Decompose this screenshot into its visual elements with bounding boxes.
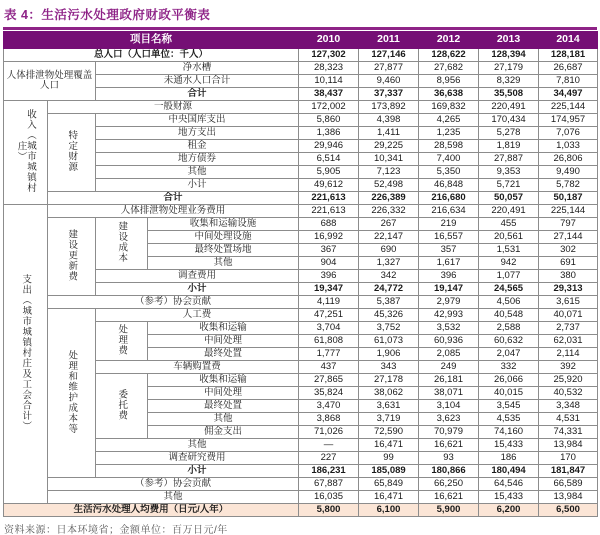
value-cell: 216,680: [419, 192, 479, 205]
value-cell: 2,737: [539, 322, 598, 335]
value-cell: 127,146: [359, 49, 419, 62]
row-label: 人体排泄物处理业务费用: [48, 205, 299, 218]
value-cell: 27,877: [359, 62, 419, 75]
value-cell: 62,031: [539, 335, 598, 348]
row-label: [48, 218, 96, 296]
vertical-row-label: 建设成本: [116, 221, 128, 264]
value-cell: 1,386: [299, 127, 359, 140]
value-cell: 4,535: [479, 413, 539, 426]
row-label: 中央国库支出: [96, 114, 299, 127]
value-cell: 28,598: [419, 140, 479, 153]
vertical-row-label: 处理费: [116, 323, 128, 356]
value-cell: 36,638: [419, 88, 479, 101]
value-cell: 302: [539, 244, 598, 257]
value-cell: 4,265: [419, 114, 479, 127]
value-cell: 3,470: [299, 400, 359, 413]
value-cell: 3,545: [479, 400, 539, 413]
row-label: 合计: [96, 88, 299, 101]
value-cell: 186: [479, 452, 539, 465]
value-cell: 691: [539, 257, 598, 270]
value-cell: 1,033: [539, 140, 598, 153]
row-label: [4, 205, 48, 504]
value-cell: 27,682: [419, 62, 479, 75]
value-cell: 9,460: [359, 75, 419, 88]
value-cell: 3,104: [419, 400, 479, 413]
row-label: 其他: [148, 257, 299, 270]
row-label: 中间处理: [148, 335, 299, 348]
value-cell: 67,887: [299, 478, 359, 491]
value-cell: 27,144: [539, 231, 598, 244]
value-cell: 904: [299, 257, 359, 270]
table-row: [4, 49, 598, 62]
value-cell: 26,806: [539, 153, 598, 166]
value-cell: 45,326: [359, 309, 419, 322]
value-cell: 9,353: [479, 166, 539, 179]
row-label: 中间处理: [148, 387, 299, 400]
table-row: [4, 296, 598, 309]
value-cell: 367: [299, 244, 359, 257]
value-cell: 3,752: [359, 322, 419, 335]
row-label: （参考）协会贡献: [48, 296, 299, 309]
row-label: [96, 322, 148, 361]
value-cell: 6,514: [299, 153, 359, 166]
value-cell: 4,119: [299, 296, 359, 309]
value-cell: 16,621: [419, 439, 479, 452]
value-cell: 4,531: [539, 413, 598, 426]
value-cell: 40,071: [539, 309, 598, 322]
value-cell: 50,187: [539, 192, 598, 205]
value-cell: 942: [479, 257, 539, 270]
value-cell: 40,532: [539, 387, 598, 400]
value-cell: 13,984: [539, 491, 598, 504]
value-cell: 28,323: [299, 62, 359, 75]
value-cell: 5,387: [359, 296, 419, 309]
value-cell: 173,892: [359, 101, 419, 114]
row-label: 地方债券: [96, 153, 299, 166]
value-cell: 16,557: [419, 231, 479, 244]
value-cell: 5,782: [539, 179, 598, 192]
value-cell: 226,389: [359, 192, 419, 205]
row-label: 调查费用: [96, 270, 299, 283]
row-label: 最终处置: [148, 348, 299, 361]
value-cell: 71,026: [299, 426, 359, 439]
value-cell: 3,719: [359, 413, 419, 426]
value-cell: 60,632: [479, 335, 539, 348]
row-label: 收集和运输设施: [148, 218, 299, 231]
value-cell: 61,808: [299, 335, 359, 348]
value-cell: 392: [539, 361, 598, 374]
value-cell: 3,348: [539, 400, 598, 413]
value-cell: 7,810: [539, 75, 598, 88]
source-note: 资料来源：日本环境省；金额单位：百万日元/年: [4, 525, 228, 535]
row-label: 最终处置: [148, 400, 299, 413]
title-bar: [3, 3, 597, 30]
value-cell: 40,548: [479, 309, 539, 322]
value-cell: 186,231: [299, 465, 359, 478]
value-cell: 332: [479, 361, 539, 374]
row-label: 一般财源: [48, 101, 299, 114]
value-cell: 180,866: [419, 465, 479, 478]
value-cell: 8,956: [419, 75, 479, 88]
value-cell: 15,433: [479, 439, 539, 452]
value-cell: 2,114: [539, 348, 598, 361]
table-row: [4, 309, 598, 322]
row-label: 佣金支出: [148, 426, 299, 439]
value-cell: 99: [359, 452, 419, 465]
value-cell: 25,920: [539, 374, 598, 387]
value-cell: 35,824: [299, 387, 359, 400]
value-cell: 181,847: [539, 465, 598, 478]
table-row: [4, 205, 598, 218]
header-row: [4, 32, 598, 49]
vertical-row-label: 委托费: [116, 388, 128, 421]
value-cell: 1,077: [479, 270, 539, 283]
table-row: [4, 491, 598, 504]
value-cell: 15,433: [479, 491, 539, 504]
value-cell: 396: [299, 270, 359, 283]
vertical-row-label: 收入（城市城镇村庄）: [15, 109, 36, 194]
value-cell: 227: [299, 452, 359, 465]
value-cell: 35,508: [479, 88, 539, 101]
value-cell: 27,179: [479, 62, 539, 75]
table-title: 表 4：生活污水处理政府财政平衡表: [4, 8, 211, 22]
value-cell: 128,394: [479, 49, 539, 62]
value-cell: 29,313: [539, 283, 598, 296]
row-label: 调查研究费用: [96, 452, 299, 465]
value-cell: 172,002: [299, 101, 359, 114]
value-cell: 5,350: [419, 166, 479, 179]
value-cell: 128,181: [539, 49, 598, 62]
value-cell: 396: [419, 270, 479, 283]
value-cell: 29,946: [299, 140, 359, 153]
value-cell: 29,225: [359, 140, 419, 153]
value-cell: 1,617: [419, 257, 479, 270]
value-cell: 19,347: [299, 283, 359, 296]
value-cell: 220,491: [479, 205, 539, 218]
value-cell: 46,848: [419, 179, 479, 192]
year-header: 2010: [299, 32, 359, 49]
row-label: 最终处置场地: [148, 244, 299, 257]
value-cell: 47,251: [299, 309, 359, 322]
year-header: 2012: [419, 32, 479, 49]
value-cell: 5,721: [479, 179, 539, 192]
row-label: 小计: [96, 283, 299, 296]
value-cell: 380: [539, 270, 598, 283]
value-cell: 16,035: [299, 491, 359, 504]
value-cell: 357: [419, 244, 479, 257]
value-cell: 26,066: [479, 374, 539, 387]
value-cell: 22,147: [359, 231, 419, 244]
value-cell: 3,704: [299, 322, 359, 335]
table-row: [4, 218, 598, 231]
value-cell: 9,490: [539, 166, 598, 179]
value-cell: 60,936: [419, 335, 479, 348]
fiscal-table-body: [4, 49, 598, 517]
row-label: 其他: [148, 413, 299, 426]
value-cell: —: [299, 439, 359, 452]
row-label: 中间处理设施: [148, 231, 299, 244]
vertical-row-label: 特定财源: [66, 130, 78, 173]
value-cell: 7,076: [539, 127, 598, 140]
value-cell: 5,860: [299, 114, 359, 127]
year-header: 2011: [359, 32, 419, 49]
value-cell: 5,905: [299, 166, 359, 179]
value-cell: 74,331: [539, 426, 598, 439]
row-label: 其他: [48, 491, 299, 504]
value-cell: 249: [419, 361, 479, 374]
value-cell: 40,015: [479, 387, 539, 400]
value-cell: 27,865: [299, 374, 359, 387]
table-row: [4, 192, 598, 205]
value-cell: 455: [479, 218, 539, 231]
value-cell: 6,200: [479, 504, 539, 517]
value-cell: 127,302: [299, 49, 359, 62]
value-cell: 1,411: [359, 127, 419, 140]
value-cell: 221,613: [299, 205, 359, 218]
value-cell: 3,532: [419, 322, 479, 335]
value-cell: 219: [419, 218, 479, 231]
year-header: 2014: [539, 32, 598, 49]
table-row: [4, 101, 598, 114]
row-label: 其他: [96, 166, 299, 179]
row-label: 小计: [96, 465, 299, 478]
value-cell: 8,329: [479, 75, 539, 88]
value-cell: 3,615: [539, 296, 598, 309]
row-label: 收集和运输: [148, 322, 299, 335]
value-cell: 74,160: [479, 426, 539, 439]
value-cell: 5,278: [479, 127, 539, 140]
value-cell: 72,590: [359, 426, 419, 439]
value-cell: 26,687: [539, 62, 598, 75]
value-cell: 27,887: [479, 153, 539, 166]
value-cell: 688: [299, 218, 359, 231]
row-label: 净水槽: [96, 62, 299, 75]
vertical-row-label: 建设更新费: [66, 228, 78, 282]
value-cell: 66,589: [539, 478, 598, 491]
value-cell: 38,071: [419, 387, 479, 400]
table-header: [4, 32, 598, 49]
value-cell: 16,471: [359, 491, 419, 504]
value-cell: 7,400: [419, 153, 479, 166]
value-cell: 267: [359, 218, 419, 231]
value-cell: 3,631: [359, 400, 419, 413]
value-cell: 221,613: [299, 192, 359, 205]
row-label: [4, 101, 48, 205]
value-cell: 225,144: [539, 205, 598, 218]
value-cell: 5,800: [299, 504, 359, 517]
value-cell: 4,398: [359, 114, 419, 127]
value-cell: 1,235: [419, 127, 479, 140]
year-header: 2013: [479, 32, 539, 49]
row-label: 人工费: [96, 309, 299, 322]
value-cell: 34,497: [539, 88, 598, 101]
row-label: [96, 218, 148, 270]
value-cell: 10,341: [359, 153, 419, 166]
table-row: [4, 114, 598, 127]
value-cell: 225,144: [539, 101, 598, 114]
table-row: [4, 478, 598, 491]
value-cell: 170,434: [479, 114, 539, 127]
value-cell: 70,979: [419, 426, 479, 439]
value-cell: 437: [299, 361, 359, 374]
value-cell: 220,491: [479, 101, 539, 114]
value-cell: 174,957: [539, 114, 598, 127]
row-label: 收集和运输: [148, 374, 299, 387]
value-cell: 64,546: [479, 478, 539, 491]
value-cell: 20,561: [479, 231, 539, 244]
row-label: [96, 374, 148, 439]
row-label: [48, 114, 96, 192]
value-cell: 24,772: [359, 283, 419, 296]
value-cell: 38,437: [299, 88, 359, 101]
value-cell: 93: [419, 452, 479, 465]
value-cell: 38,062: [359, 387, 419, 400]
value-cell: 3,623: [419, 413, 479, 426]
value-cell: 61,073: [359, 335, 419, 348]
row-label: 人体排泄物处理覆盖人口: [4, 62, 96, 101]
value-cell: 19,147: [419, 283, 479, 296]
row-label: 未通水人口合计: [96, 75, 299, 88]
value-cell: 1,819: [479, 140, 539, 153]
value-cell: 216,634: [419, 205, 479, 218]
value-cell: 10,114: [299, 75, 359, 88]
fiscal-balance-table: [3, 31, 598, 517]
row-label: 车辆购置费: [96, 361, 299, 374]
value-cell: 16,471: [359, 439, 419, 452]
value-cell: 6,500: [539, 504, 598, 517]
value-cell: 690: [359, 244, 419, 257]
value-cell: 1,777: [299, 348, 359, 361]
vertical-row-label: 处理和维护成本等: [66, 349, 78, 434]
value-cell: 1,906: [359, 348, 419, 361]
table-row: [4, 62, 598, 75]
row-label: 小计: [96, 179, 299, 192]
row-label: 其他: [96, 439, 299, 452]
row-label: 总人口（人口单位：千人）: [4, 49, 299, 62]
vertical-row-label: 支出（城市城镇村庄及工会合计）: [20, 273, 32, 432]
value-cell: 2,979: [419, 296, 479, 309]
table-row: [4, 504, 598, 517]
value-cell: 1,327: [359, 257, 419, 270]
row-label: [48, 309, 96, 478]
row-label: 地方支出: [96, 127, 299, 140]
value-cell: 2,588: [479, 322, 539, 335]
value-cell: 52,498: [359, 179, 419, 192]
value-cell: 37,337: [359, 88, 419, 101]
value-cell: 27,178: [359, 374, 419, 387]
item-name-header: 项目名称: [4, 32, 299, 49]
value-cell: 24,565: [479, 283, 539, 296]
value-cell: 169,832: [419, 101, 479, 114]
row-label: 合计: [48, 192, 299, 205]
value-cell: 42,993: [419, 309, 479, 322]
value-cell: 16,992: [299, 231, 359, 244]
value-cell: 180,494: [479, 465, 539, 478]
row-label: （参考）协会贡献: [48, 478, 299, 491]
value-cell: 185,089: [359, 465, 419, 478]
value-cell: 50,057: [479, 192, 539, 205]
value-cell: 26,181: [419, 374, 479, 387]
value-cell: 343: [359, 361, 419, 374]
value-cell: 6,100: [359, 504, 419, 517]
value-cell: 128,622: [419, 49, 479, 62]
value-cell: 170: [539, 452, 598, 465]
value-cell: 65,849: [359, 478, 419, 491]
row-label: 生活污水处理人均费用（日元/人年）: [4, 504, 299, 517]
value-cell: 16,621: [419, 491, 479, 504]
value-cell: 7,123: [359, 166, 419, 179]
value-cell: 4,506: [479, 296, 539, 309]
value-cell: 1,531: [479, 244, 539, 257]
value-cell: 66,250: [419, 478, 479, 491]
value-cell: 342: [359, 270, 419, 283]
value-cell: 226,332: [359, 205, 419, 218]
value-cell: 13,984: [539, 439, 598, 452]
value-cell: 2,085: [419, 348, 479, 361]
row-label: 租金: [96, 140, 299, 153]
value-cell: 49,612: [299, 179, 359, 192]
value-cell: 3,868: [299, 413, 359, 426]
value-cell: 5,900: [419, 504, 479, 517]
value-cell: 797: [539, 218, 598, 231]
value-cell: 2,047: [479, 348, 539, 361]
